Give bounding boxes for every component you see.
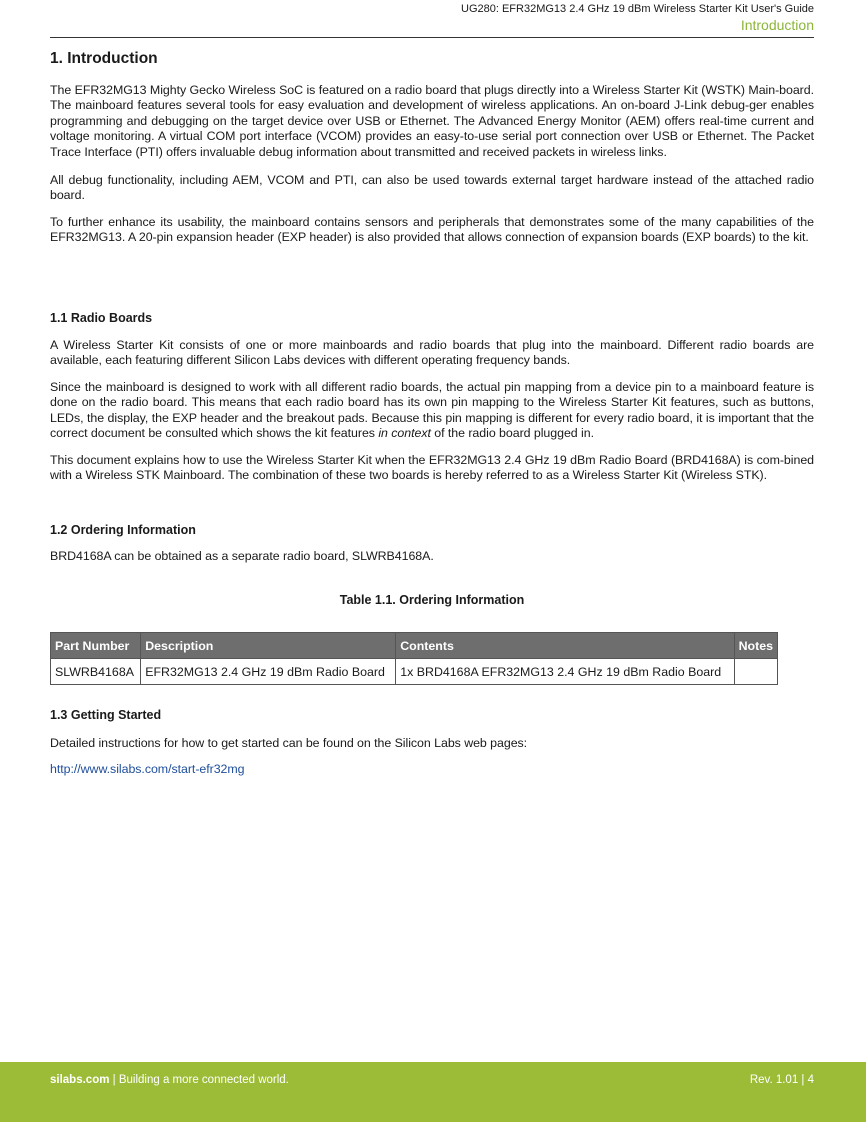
ordering-table [50,632,778,685]
header-divider [50,37,814,38]
column-header-part-number: Part Number [51,633,141,659]
ordering-paragraph: BRD4168A can be obtained as a separate radio board, SLWRB4168A. [50,549,434,563]
footer-site-link[interactable]: silabs.com [50,1074,110,1086]
intro-heading: 1. Introduction [50,50,158,67]
table-row [51,659,778,685]
cell-description: EFR32MG13 2.4 GHz 19 dBm Radio Board [141,659,396,685]
radio-boards-paragraph-2-emphasis: in context [378,426,431,441]
radio-boards-paragraph-3: This document explains how to use the Wireless Starter Kit when the EFR32MG13 2.4 GHz 19 dBm Radio Board (BRD4168A) is com-bined with a Wireless STK Mainboard. The combination of these two boards is hereby referred to as a Wireless Starter Kit (Wireless STK). [50,453,814,483]
document-title: UG280: EFR32MG13 2.4 GHz 19 dBm Wireless Starter Kit User's Guide [461,3,814,15]
radio-boards-paragraph-2-start: Since the mainboard is designed to work with all different radio boards, the actual pin mapping from a device pin to a mainboard feature is done on the radio board. This means that each radio board has its own pin mapping to the Wireless Starter Kit features, such as buttons, LEDs, the display, the EXP header and the breakout pads. Because this pin mapping is different for every radio board, it is important that the correct document be consulted which shows the kit features [50,380,814,441]
footer-revision-page: Rev. 1.01 | 4 [749,1074,814,1086]
getting-started-paragraph: Detailed instructions for how to get started can be found on the Silicon Labs web pages: [50,736,528,750]
column-header-description: Description [141,633,396,659]
radio-boards-paragraph-2 [50,380,814,442]
intro-paragraph-1: The EFR32MG13 Mighty Gecko Wireless SoC is featured on a radio board that plugs directly into a Wireless Starter Kit (WSTK) Main-board. The mainboard features several tools for easy evaluation and development of wireless applications. An on-board J-Link debug-ger enables programming and debugging on the target device over USB or Ethernet. The Advanced Energy Monitor (AEM) offers real-time current and voltage monitoring. A virtual COM port interface (VCOM) provides an easy-to-use serial port connection over USB or Ethernet. The Packet Trace Interface (PTI) offers invaluable debug information about transmitted and received packets in wireless links. [50,83,814,159]
intro-paragraph-2: All debug functionality, including AEM, VCOM and PTI, can also be used towards external target hardware instead of the attached radio board. [50,173,814,203]
table-header-row [51,633,778,659]
intro-paragraph-3: To further enhance its usability, the mainboard contains sensors and peripherals that demonstrates some of the many capabilities of the EFR32MG13. A 20-pin expansion header (EXP header) is also provided that allows connection of expansion boards (EXP boards) to the kit. [50,215,814,245]
column-header-contents: Contents [396,633,734,659]
section-label: Introduction [740,17,814,33]
cell-notes [734,659,777,685]
getting-started-link[interactable]: http://www.silabs.com/start-efr32mg [50,762,245,776]
ordering-heading: 1.2 Ordering Information [50,523,196,537]
ordering-table-caption: Table 1.1. Ordering Information [339,593,525,607]
radio-boards-heading: 1.1 Radio Boards [50,311,153,325]
cell-contents: 1x BRD4168A EFR32MG13 2.4 GHz 19 dBm Radio Board [396,659,734,685]
column-header-notes: Notes [734,633,777,659]
getting-started-heading: 1.3 Getting Started [50,708,162,722]
footer-tagline: | Building a more connected world. [109,1074,289,1086]
radio-boards-paragraph-2-end: of the radio board plugged in. [430,426,594,441]
page-footer [0,1062,866,1122]
footer-branding [50,1074,289,1086]
radio-boards-paragraph-1: A Wireless Starter Kit consists of one or more mainboards and radio boards that plug into the mainboard. Different radio boards are available, each featuring different Silicon Labs devices with different operating frequency bands. [50,338,814,368]
cell-part-number: SLWRB4168A [51,659,141,685]
